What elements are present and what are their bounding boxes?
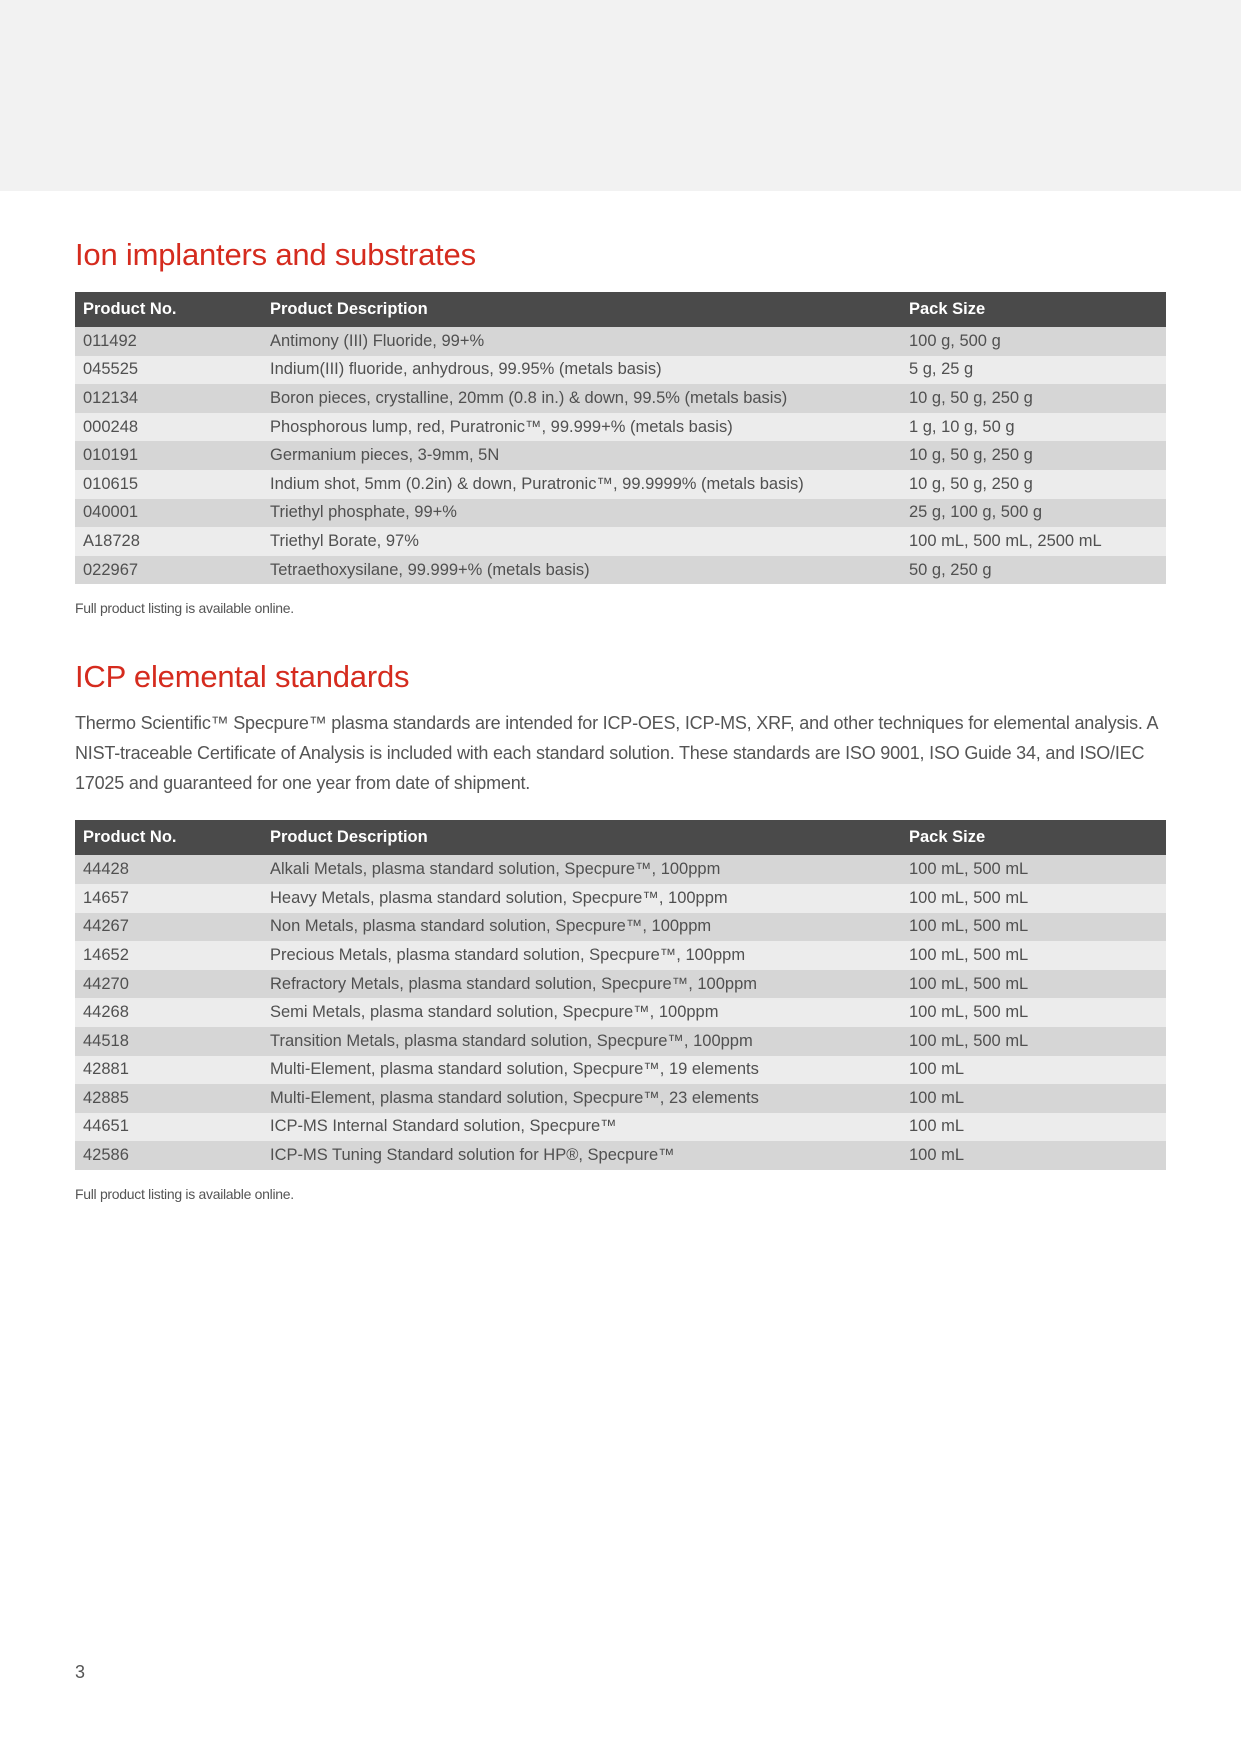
product-description: Multi-Element, plasma standard solution, Specpure™, 19 elements <box>262 1056 901 1085</box>
product-description: Triethyl phosphate, 99+% <box>262 499 901 528</box>
product-no: 022967 <box>75 556 262 585</box>
product-description: ICP-MS Internal Standard solution, Specpure™ <box>262 1113 901 1142</box>
product-no: 040001 <box>75 499 262 528</box>
product-description: Transition Metals, plasma standard solution, Specpure™, 100ppm <box>262 1027 901 1056</box>
product-no: 44651 <box>75 1113 262 1142</box>
section-title-icp-standards: ICP elemental standards <box>75 659 410 695</box>
table-row <box>75 556 1166 585</box>
product-description: ICP-MS Tuning Standard solution for HP®, Specpure™ <box>262 1141 901 1170</box>
icp-standards-table <box>75 820 1166 1170</box>
listing-note: Full product listing is available online. <box>75 600 294 617</box>
product-no: 010615 <box>75 470 262 499</box>
product-no: A18728 <box>75 527 262 556</box>
pack-size: 100 mL <box>901 1056 1166 1085</box>
pack-size: 100 mL, 500 mL, 2500 mL <box>901 527 1166 556</box>
pack-size: 1 g, 10 g, 50 g <box>901 413 1166 442</box>
column-header-pack-size: Pack Size <box>901 292 1166 327</box>
pack-size: 100 mL, 500 mL <box>901 1027 1166 1056</box>
product-no: 000248 <box>75 413 262 442</box>
product-description: Triethyl Borate, 97% <box>262 527 901 556</box>
pack-size: 100 mL, 500 mL <box>901 884 1166 913</box>
product-description: Boron pieces, crystalline, 20mm (0.8 in.) & down, 99.5% (metals basis) <box>262 384 901 413</box>
table-row <box>75 1084 1166 1113</box>
product-description: Refractory Metals, plasma standard solution, Specpure™, 100ppm <box>262 970 901 999</box>
column-header-description: Product Description <box>262 820 901 855</box>
column-header-description: Product Description <box>262 292 901 327</box>
pack-size: 10 g, 50 g, 250 g <box>901 384 1166 413</box>
pack-size: 10 g, 50 g, 250 g <box>901 470 1166 499</box>
table-header-row <box>75 820 1166 855</box>
table-row <box>75 441 1166 470</box>
pack-size: 100 g, 500 g <box>901 327 1166 356</box>
page-content <box>75 236 1166 1202</box>
product-no: 44518 <box>75 1027 262 1056</box>
pack-size: 100 mL, 500 mL <box>901 970 1166 999</box>
product-description: Germanium pieces, 3-9mm, 5N <box>262 441 901 470</box>
page-number: 3 <box>75 1662 86 1682</box>
section-intro: Thermo Scientific™ Specpure™ plasma standards are intended for ICP-OES, ICP-MS, XRF, and other techniques for elemental analysis. A NIST-traceable Certificate of Analysis is included with each standard solution. These standards are ISO 9001, ISO Guide 34, and ISO/IEC 17025 and guaranteed for one year from date of shipment. <box>75 713 1158 794</box>
table-row <box>75 941 1166 970</box>
table-row <box>75 998 1166 1027</box>
table-row <box>75 527 1166 556</box>
table-row <box>75 913 1166 942</box>
pack-size: 100 mL, 500 mL <box>901 998 1166 1027</box>
column-header-product-no: Product No. <box>75 292 262 327</box>
table-row <box>75 970 1166 999</box>
table-row <box>75 1056 1166 1085</box>
product-description: Semi Metals, plasma standard solution, Specpure™, 100ppm <box>262 998 901 1027</box>
table-row <box>75 413 1166 442</box>
product-description: Phosphorous lump, red, Puratronic™, 99.999+% (metals basis) <box>262 413 901 442</box>
pack-size: 100 mL, 500 mL <box>901 913 1166 942</box>
pack-size: 100 mL <box>901 1084 1166 1113</box>
product-no: 44268 <box>75 998 262 1027</box>
product-description: Indium shot, 5mm (0.2in) & down, Puratronic™, 99.9999% (metals basis) <box>262 470 901 499</box>
pack-size: 100 mL, 500 mL <box>901 855 1166 884</box>
product-description: Multi-Element, plasma standard solution, Specpure™, 23 elements <box>262 1084 901 1113</box>
product-no: 44267 <box>75 913 262 942</box>
pack-size: 100 mL, 500 mL <box>901 941 1166 970</box>
product-no: 011492 <box>75 327 262 356</box>
table-header-row <box>75 292 1166 327</box>
table-row <box>75 1113 1166 1142</box>
product-no: 42586 <box>75 1141 262 1170</box>
product-no: 010191 <box>75 441 262 470</box>
table-row <box>75 1027 1166 1056</box>
product-no: 44428 <box>75 855 262 884</box>
product-description: Non Metals, plasma standard solution, Specpure™, 100ppm <box>262 913 901 942</box>
product-no: 42885 <box>75 1084 262 1113</box>
table-row <box>75 384 1166 413</box>
pack-size: 100 mL <box>901 1113 1166 1142</box>
product-description: Antimony (III) Fluoride, 99+% <box>262 327 901 356</box>
section-title-ion-implanters: Ion implanters and substrates <box>75 237 476 272</box>
product-description: Alkali Metals, plasma standard solution, Specpure™, 100ppm <box>262 855 901 884</box>
listing-note: Full product listing is available online. <box>75 1185 294 1202</box>
product-description: Precious Metals, plasma standard solution, Specpure™, 100ppm <box>262 941 901 970</box>
pack-size: 25 g, 100 g, 500 g <box>901 499 1166 528</box>
product-no: 14652 <box>75 941 262 970</box>
product-no: 14657 <box>75 884 262 913</box>
pack-size: 5 g, 25 g <box>901 356 1166 385</box>
pack-size: 100 mL <box>901 1141 1166 1170</box>
product-description: Heavy Metals, plasma standard solution, Specpure™, 100ppm <box>262 884 901 913</box>
column-header-pack-size: Pack Size <box>901 820 1166 855</box>
product-no: 012134 <box>75 384 262 413</box>
ion-implanters-table <box>75 292 1166 584</box>
table-row <box>75 327 1166 356</box>
product-no: 42881 <box>75 1056 262 1085</box>
product-description: Indium(III) fluoride, anhydrous, 99.95% (metals basis) <box>262 356 901 385</box>
table-row <box>75 356 1166 385</box>
product-no: 045525 <box>75 356 262 385</box>
header-band <box>0 0 1241 191</box>
pack-size: 10 g, 50 g, 250 g <box>901 441 1166 470</box>
product-no: 44270 <box>75 970 262 999</box>
table-row <box>75 1141 1166 1170</box>
table-row <box>75 884 1166 913</box>
product-description: Tetraethoxysilane, 99.999+% (metals basis) <box>262 556 901 585</box>
table-row <box>75 499 1166 528</box>
table-row <box>75 470 1166 499</box>
pack-size: 50 g, 250 g <box>901 556 1166 585</box>
column-header-product-no: Product No. <box>75 820 262 855</box>
table-row <box>75 855 1166 884</box>
